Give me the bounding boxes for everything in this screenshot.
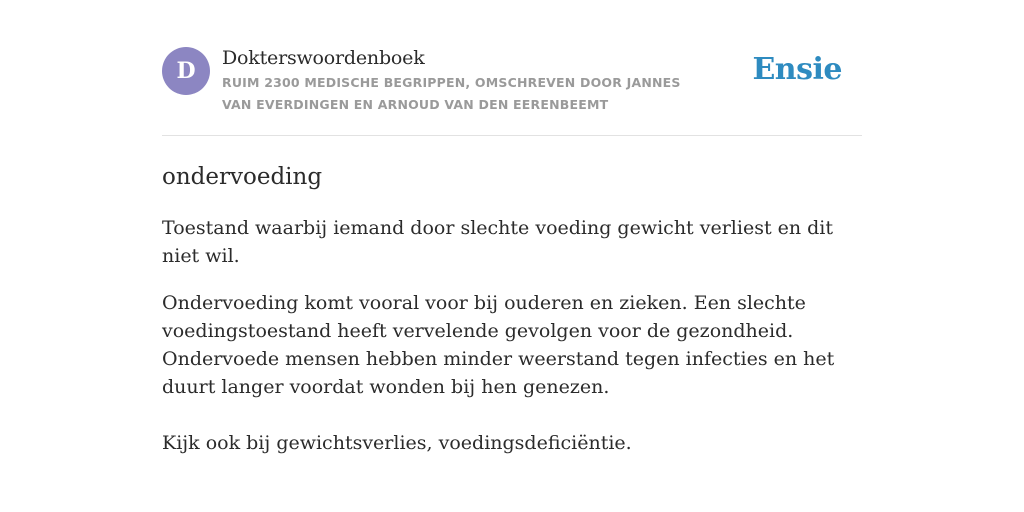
dictionary-title[interactable]: Dokterswoordenboek (222, 47, 425, 69)
entry-term: ondervoeding (162, 164, 323, 190)
entry-description: Ondervoeding komt vooral voor bij ouderen en zieken. Een slechte voedingstoestand heeft vervelende gevolgen voor de gezondheid. Ondervoede mensen hebben minder weerstand tegen infecties en het duurt langer voordat wonden bij hen genezen. (162, 292, 835, 398)
page-container (162, 0, 862, 457)
dictionary-info (222, 45, 702, 116)
entry-definition: Toestand waarbij iemand door slechte voeding gewicht verliest en dit niet wil. (162, 217, 834, 267)
dictionary-header (162, 0, 862, 136)
dictionary-subtitle: RUIM 2300 MEDISCHE BEGRIPPEN, OMSCHREVEN DOOR JANNES VAN EVERDINGEN EN ARNOUD VAN DEN EERENBEEMT (222, 75, 681, 112)
dictionary-avatar[interactable]: D (162, 47, 210, 95)
ensie-logo[interactable]: Ensie (752, 52, 842, 87)
entry-see-also: Kijk ook bij gewichtsverlies, voedingsdeficiëntie. (162, 432, 632, 454)
